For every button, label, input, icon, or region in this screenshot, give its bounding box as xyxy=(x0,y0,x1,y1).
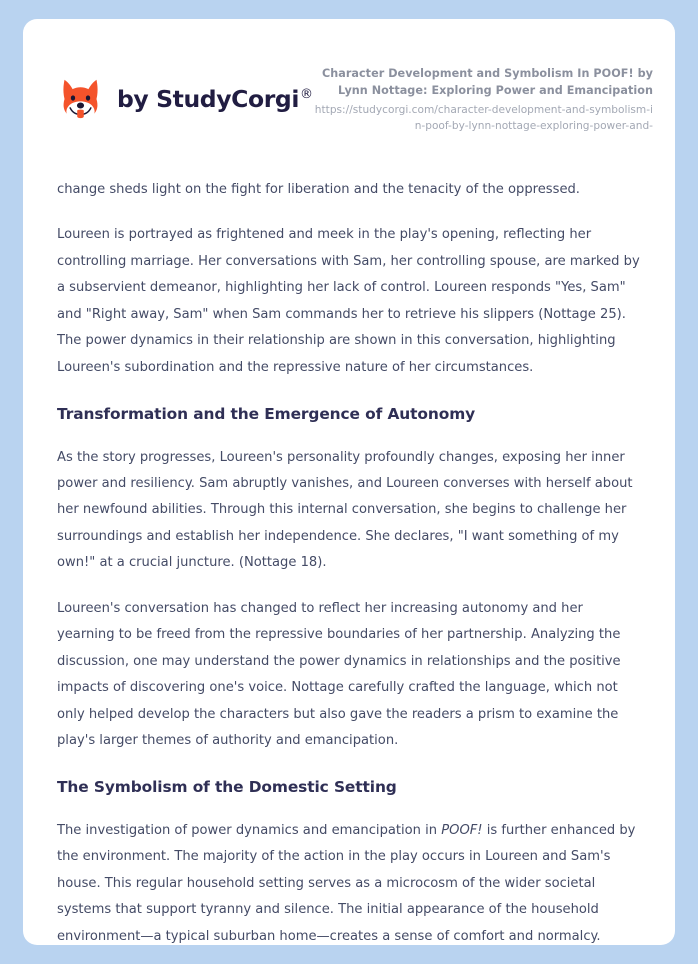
paragraph: As the story progresses, Loureen's personality profoundly changes, exposing her inner power and resiliency. Sam abruptly vanishes, and Loureen converses with herself about her newfound abilities. Through this internal conversation, she begins to challenge her surroundings and establish her independence. She declares, "I want something of my own!" at a crucial juncture. (Nottage 18). xyxy=(57,449,633,571)
play-title-italic: POOF! xyxy=(441,822,483,838)
paragraph: Loureen is portrayed as frightened and meek in the play's opening, reflecting her controlling marriage. Her conversations with Sam, her controlling spouse, are marked by a subservient demeanor, highlighting her lack of control. Loureen responds "Yes, Sam" and "Right away, Sam" when Sam commands her to retrieve his slippers (Nottage 25). The power dynamics in their relationship are shown in this conversation, highlighting Loureen's subordination and the repressive nature of her circumstances. xyxy=(57,227,640,375)
paragraph xyxy=(57,818,641,950)
registered-trademark-icon: ® xyxy=(300,86,313,102)
header-meta xyxy=(313,63,653,135)
header-article-title: Character Development and Symbolism In POOF! by Lynn Nottage: Exploring Power and Emancipation xyxy=(321,67,653,97)
document-header xyxy=(23,19,675,135)
paragraph: change sheds light on the fight for liberation and the tenacity of the oppressed. xyxy=(57,181,580,197)
document-body xyxy=(23,177,675,950)
section-heading: Transformation and the Emergence of Autonomy xyxy=(57,405,476,423)
brand-name-text: by StudyCorgi xyxy=(117,84,300,113)
paragraph: Loureen's conversation has changed to reflect her increasing autonomy and her yearning to be freed from the repressive boundaries of her partnership. Analyzing the discussion, one may understand the power dynamics in relationships and the positive impacts of discovering one's voice. Nottage carefully crafted the language, which not only helped develop the characters but also gave the readers a prism to examine the play's larger themes of authority and emancipation. xyxy=(57,600,621,748)
studycorgi-brand xyxy=(57,63,313,122)
brand-name xyxy=(117,85,313,113)
section-heading: The Symbolism of the Domestic Setting xyxy=(57,778,397,797)
header-article-url[interactable]: https://studycorgi.com/character-development-and-symbolism-in-poof-by-lynn-nottage-exploring-power-and- xyxy=(314,104,653,133)
document-page-card xyxy=(23,19,675,945)
paragraph-text: is further enhanced by the environment. The majority of the action in the play occurs in Loureen and Sam's house. This regular household setting serves as a microcosm of the wider societal systems that support tyranny and silence. The initial appearance of the household environment—a typical suburban home—creates a sense of comfort and normalcy. xyxy=(57,822,636,944)
paragraph-text: The investigation of power dynamics and emancipation in xyxy=(57,822,442,838)
corgi-mascot-icon xyxy=(57,75,104,122)
